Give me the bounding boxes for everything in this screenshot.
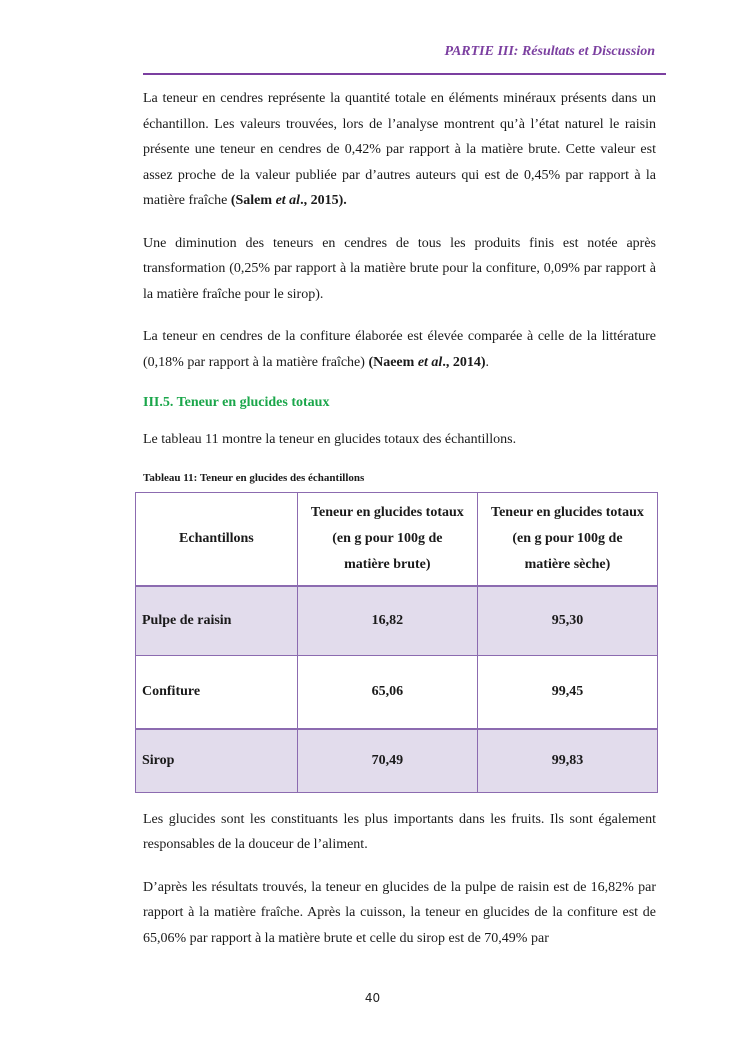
table-caption: Tableau 11: Teneur en glucides des échantillons	[143, 471, 365, 484]
citation-year: ., 2014	[442, 354, 481, 370]
table-cell-value: 16,82	[297, 586, 477, 656]
table-row	[136, 729, 658, 793]
table-cell-value: 95,30	[477, 586, 657, 656]
column-header: Echantillons	[136, 492, 298, 586]
table-row	[136, 586, 658, 656]
running-header: PARTIE III: Résultats et Discussion	[444, 44, 655, 59]
page-content	[143, 86, 656, 968]
citation-author: Salem	[235, 193, 276, 208]
header-divider	[143, 73, 666, 75]
column-header: Teneur en glucides totaux (en g pour 100g de matière brute)	[297, 492, 477, 586]
page-number: 40	[364, 991, 381, 1005]
paragraph-text: La teneur en cendres représente la quantité totale en éléments minéraux présents dans un échantillon. Les valeurs trouvées, lors de l’analyse montrent qu’à l’état naturel le raisin présente une teneur en cendres de 0,42% par rapport à la matière brute. Cette valeur est assez proche de la valeur publiée par d’autres auteurs qui est de 0,45% par rapport à la matière fraîche	[143, 91, 656, 208]
carbohydrate-table	[135, 492, 658, 793]
table-cell-sample: Sirop	[136, 729, 298, 793]
paragraph-table-intro: Le tableau 11 montre la teneur en glucides totaux des échantillons.	[143, 432, 517, 447]
table-cell-value: 99,83	[477, 729, 657, 793]
column-header: Teneur en glucides totaux (en g pour 100g de matière sèche)	[477, 492, 657, 586]
citation-year: ., 2015	[300, 193, 339, 208]
citation-etal: et al	[275, 193, 301, 208]
citation-author: Naeem	[373, 354, 418, 370]
table-row	[136, 655, 658, 729]
table-cell-sample: Confiture	[136, 655, 298, 729]
section-heading: III.5. Teneur en glucides totaux	[143, 395, 330, 410]
table-header-row	[136, 492, 658, 586]
citation-etal: et al	[417, 354, 443, 370]
table-cell-value: 99,45	[477, 655, 657, 729]
citation: (Salem et al., 2015).	[230, 193, 347, 208]
paragraph-ash-content	[143, 86, 656, 214]
paragraph-text: La teneur en cendres de la confiture élaborée est élevée comparée à celle de la littérature (0,18% par rapport à la matière fraîche)	[143, 329, 656, 370]
citation: (Naeem et al., 2014)	[368, 354, 486, 370]
table-cell-value: 70,49	[297, 729, 477, 793]
paragraph-ash-jam: La teneur en cendres de la confiture élaborée est élevée comparée à celle de la littérature (0,18% par rapport à la matière fraîche) (Naeem et al., 2014).	[143, 329, 656, 370]
table-cell-sample: Pulpe de raisin	[136, 586, 298, 656]
paragraph-ash-decrease: Une diminution des teneurs en cendres de tous les produits finis est notée après transformation (0,25% par rapport à la matière brute pour la confiture, 0,09% par rapport à la matière fraîche pour le sirop).	[143, 235, 656, 302]
paragraph-carbohydrates: Les glucides sont les constituants les plus importants dans les fruits. Ils sont également responsables de la douceur de l’aliment.	[143, 811, 656, 852]
paragraph-results: D’après les résultats trouvés, la teneur en glucides de la pulpe de raisin est de 16,82% par rapport à la matière fraîche. Après la cuisson, la teneur en glucides de la confiture est de 65,06% par rapport à la matière brute et celle du sirop est de 70,49% par	[143, 879, 656, 946]
table-cell-value: 65,06	[297, 655, 477, 729]
